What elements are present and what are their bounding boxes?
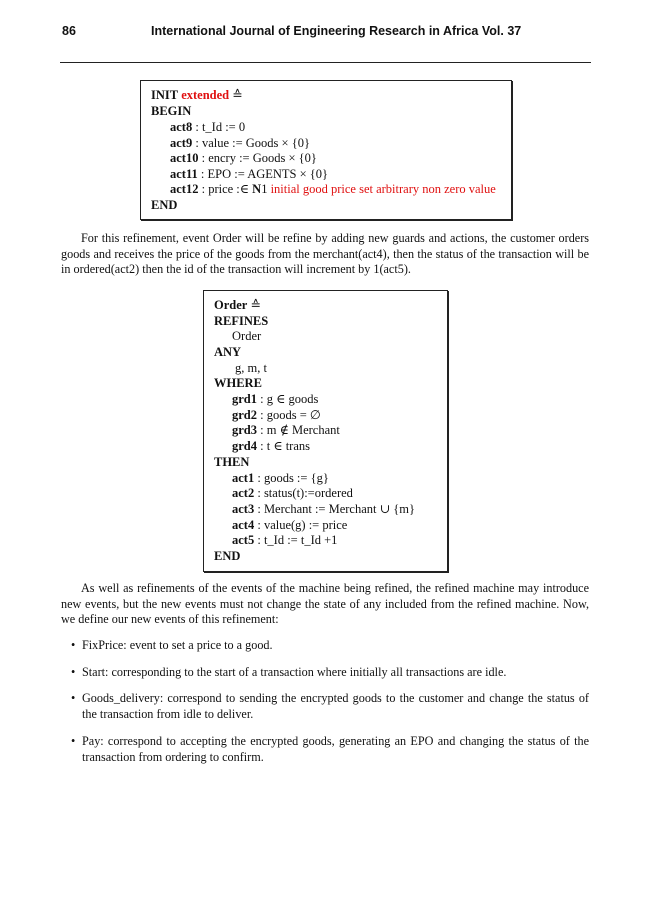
init-act: act12 : price :∈ N1 initial good price set arbitrary non zero value [170, 182, 496, 196]
guard-line: grd2 : goods = ∅ [232, 408, 321, 422]
bullet-icon: • [71, 665, 76, 679]
list-item: • Pay: correspond to accepting the encrypted goods, generating an EPO and changing the status of the transaction from ordering to confirm. [71, 734, 589, 764]
guard-line: grd3 : m ∉ Merchant [232, 423, 340, 437]
list-item: • Goods_delivery: correspond to sending the encrypted goods to the customer and change the status of the transaction from idle to deliver. [71, 691, 589, 721]
init-title: INIT extended ≙ [151, 88, 243, 102]
bullet-icon: • [71, 691, 76, 705]
body-paragraph: For this refinement, event Order will be refine by adding new guards and actions, the customer orders goods and receives the price of the goods from the merchant(act4), then the status of the transaction will be in ordered(act2) then the id of the transaction will increment by 1(act5). [61, 231, 589, 277]
order-title: Order ≙ [214, 298, 261, 312]
list-item: • FixPrice: event to set a price to a good. [71, 638, 273, 652]
end-keyword: END [151, 198, 178, 212]
refines-keyword: REFINES [214, 314, 269, 328]
page-number: 86 [62, 24, 76, 38]
body-paragraph: As well as refinements of the events of the machine being refined, the refined machine may introduce new events, but the new events must not change the state of any included from the refined machine. Now, we define our new events of this refinement: [61, 581, 589, 627]
order-event-box [203, 290, 448, 572]
guard-line: grd1 : g ∈ goods [232, 392, 319, 406]
end-keyword: END [214, 549, 241, 563]
list-item: • Start: corresponding to the start of a transaction where initially all transactions are idle. [71, 665, 507, 679]
any-keyword: ANY [214, 345, 242, 359]
then-keyword: THEN [214, 455, 250, 469]
init-act: act10 : encry := Goods × {0} [170, 151, 317, 165]
bullet-icon: • [71, 734, 76, 748]
page-header [62, 24, 592, 44]
header-rule [60, 62, 591, 63]
init-act: act9 : value := Goods × {0} [170, 136, 310, 150]
action-line: act3 : Merchant := Merchant ∪ {m} [232, 502, 415, 516]
begin-keyword: BEGIN [151, 104, 192, 118]
action-line: act4 : value(g) := price [232, 518, 348, 532]
action-line: act1 : goods := {g} [232, 471, 329, 485]
init-act: act11 : EPO := AGENTS × {0} [170, 167, 329, 181]
any-value: g, m, t [235, 361, 267, 375]
action-line: act5 : t_Id := t_Id +1 [232, 533, 338, 547]
refines-value: Order [232, 329, 262, 343]
journal-title: International Journal of Engineering Research in Africa Vol. 37 [151, 24, 522, 38]
init-event-box [140, 80, 512, 220]
action-line: act2 : status(t):=ordered [232, 486, 353, 500]
init-act: act8 : t_Id := 0 [170, 120, 246, 134]
guard-line: grd4 : t ∈ trans [232, 439, 310, 453]
where-keyword: WHERE [214, 376, 262, 390]
bullet-icon: • [71, 638, 76, 652]
